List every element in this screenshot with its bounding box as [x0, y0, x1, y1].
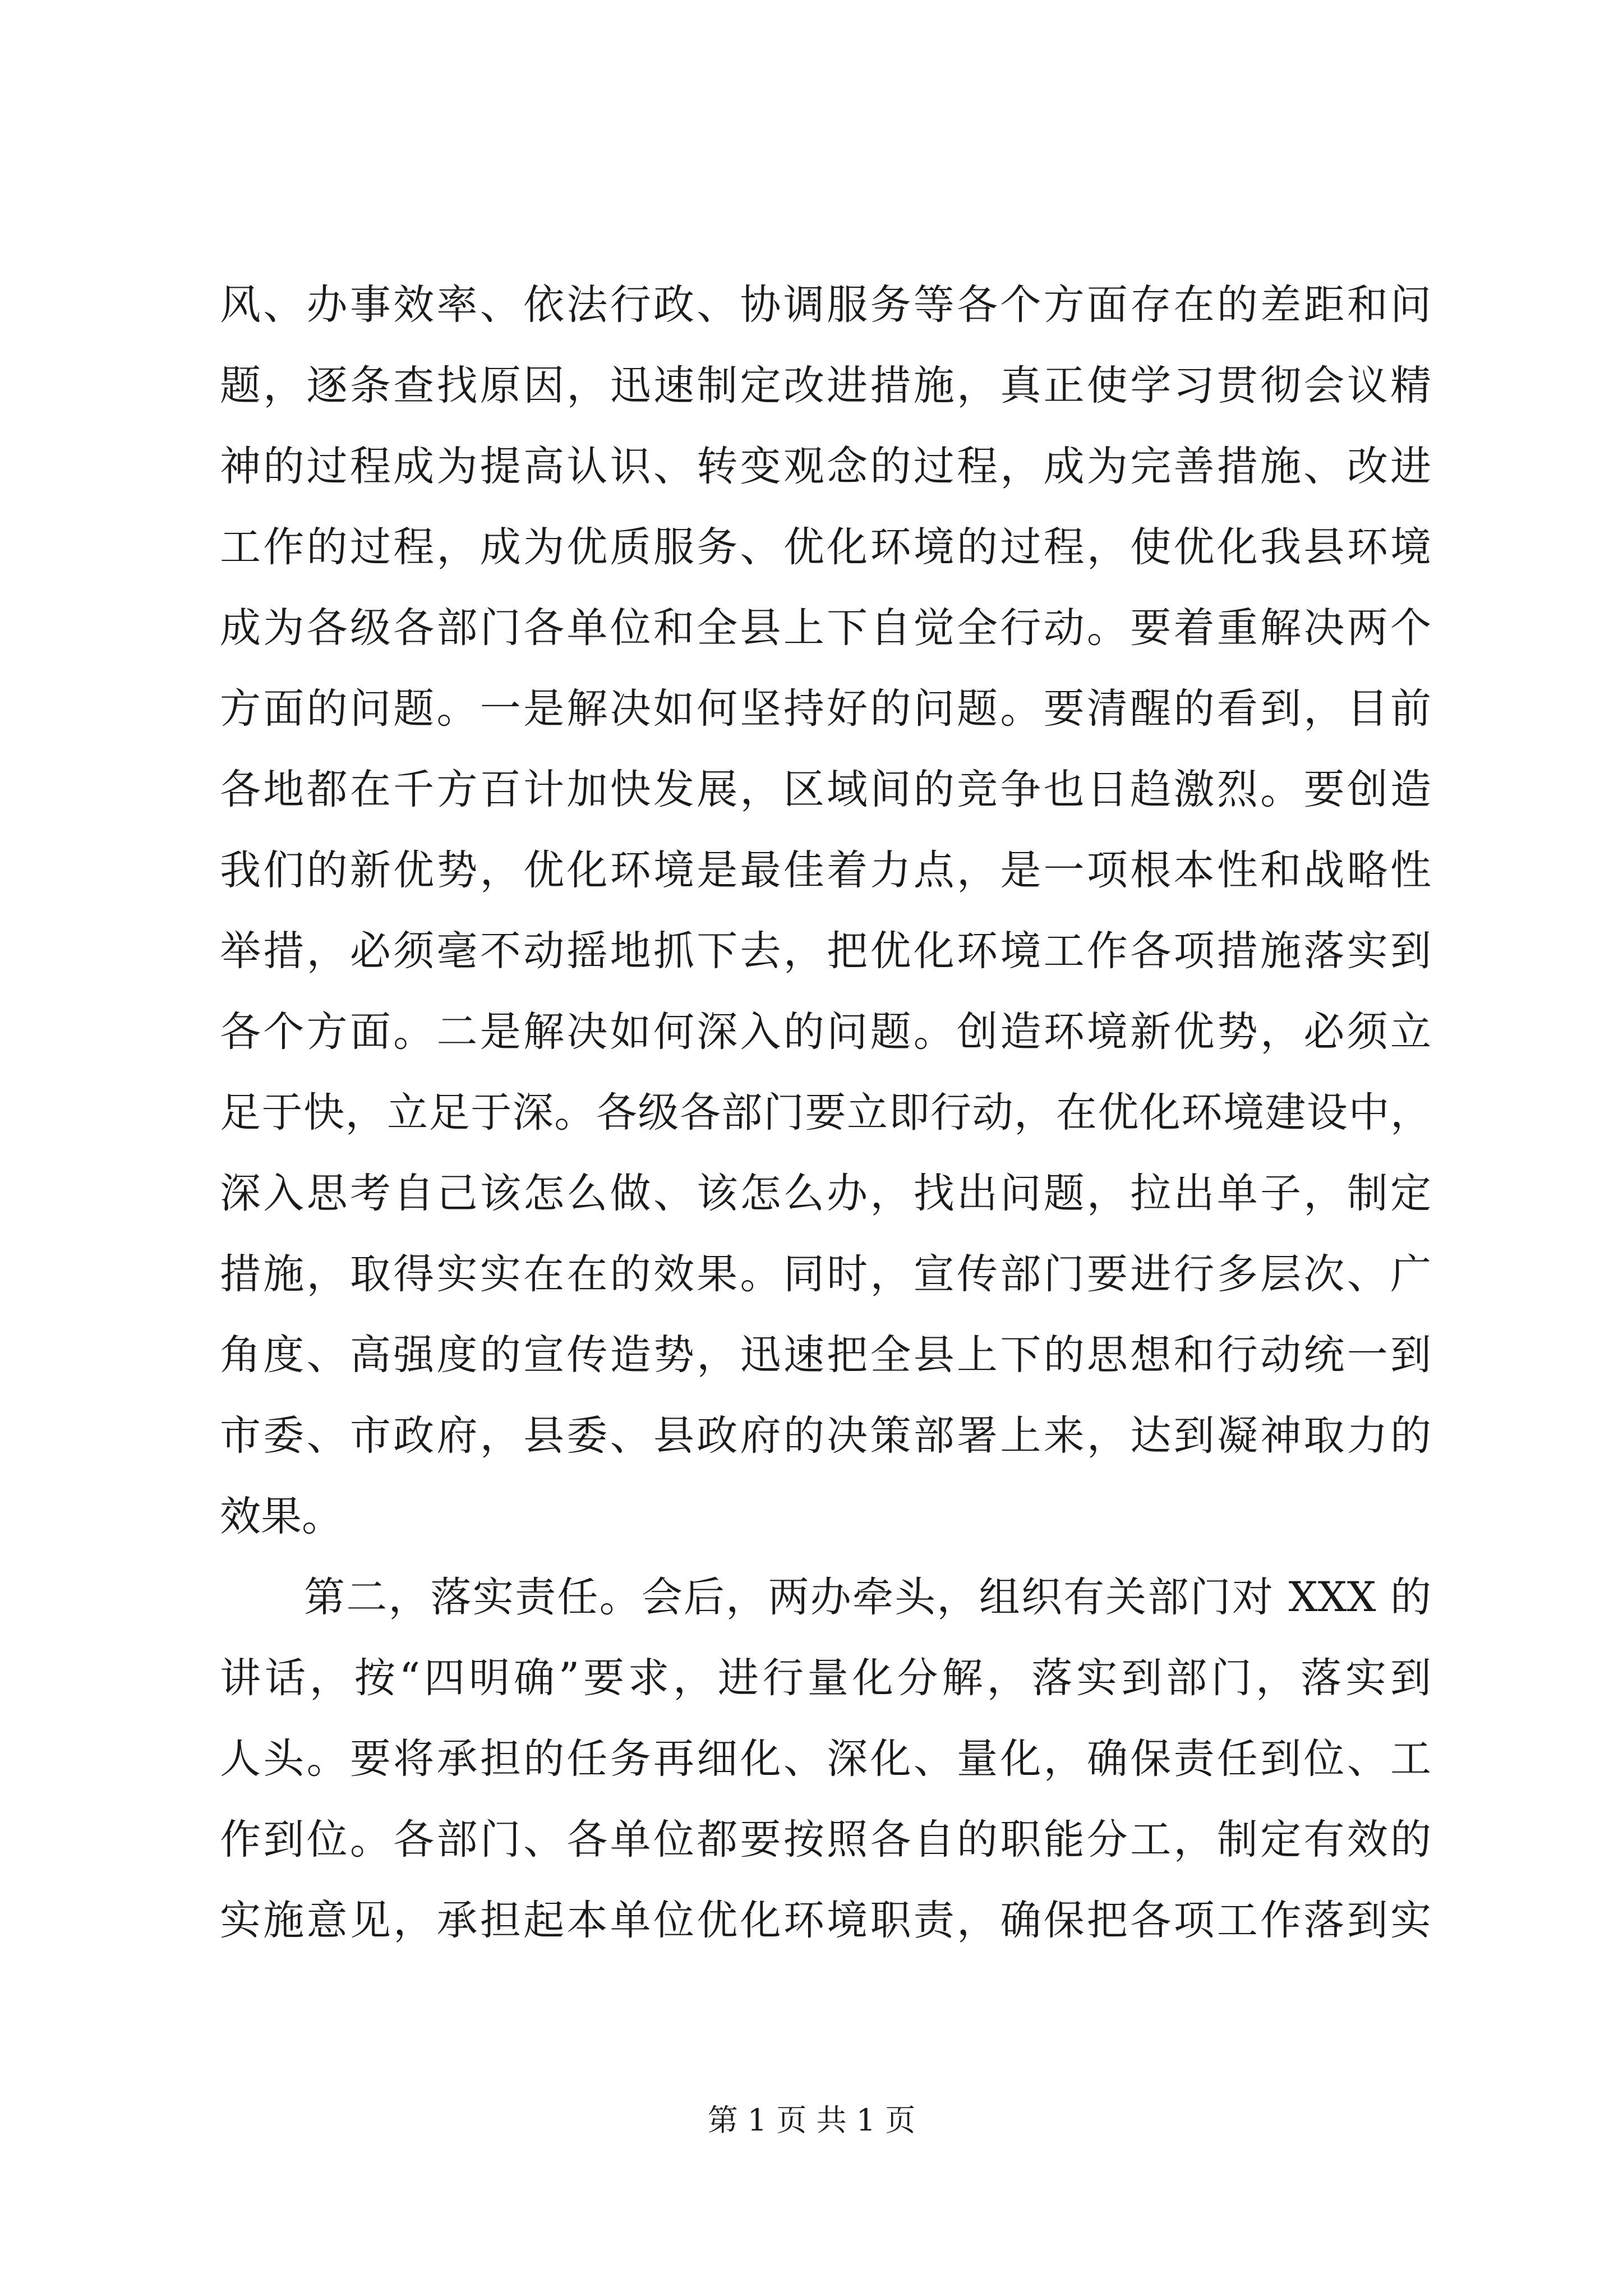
text-line: 实施意见，承担起本单位优化环境职责，确保把各项工作落到实 [220, 1897, 1431, 1944]
page-number: 第 1 页 共 1 页 [707, 2102, 916, 2138]
text-line: 讲话，按“四明确”要求，进行量化分解，落实到部门，落实到 [220, 1654, 1431, 1702]
paragraph-start-line: 第二，落实责任。会后，两办牵头，组织有关部门对 XXX 的 [304, 1573, 1431, 1621]
text-line: 市委、市政府，县委、县政府的决策部署上来，达到凝神取力的 [220, 1412, 1431, 1460]
text-line: 我们的新优势，优化环境是最佳着力点，是一项根本性和战略性 [220, 846, 1431, 894]
text-line: 方面的问题。一是解决如何坚持好的问题。要清醒的看到，目前 [220, 685, 1431, 733]
page-footer [0, 2101, 1623, 2140]
text-line: 深入思考自己该怎么做、该怎么办，找出问题，拉出单子，制定 [220, 1170, 1431, 1217]
text-line: 各个方面。二是解决如何深入的问题。创造环境新优势，必须立 [220, 1008, 1431, 1056]
text-line: 作到位。各部门、各单位都要按照各自的职能分工，制定有效的 [220, 1816, 1431, 1864]
text-line: 题，逐条查找原因，迅速制定改进措施，真正使学习贯彻会议精 [220, 362, 1431, 409]
text-line: 举措，必须毫不动摇地抓下去，把优化环境工作各项措施落实到 [220, 927, 1431, 975]
text-line: 成为各级各部门各单位和全县上下自觉全行动。要着重解决两个 [220, 604, 1431, 652]
text-line: 措施，取得实实在在的效果。同时，宣传部门要进行多层次、广 [220, 1250, 1431, 1298]
text-line: 各地都在千方百计加快发展，区域间的竞争也日趋激烈。要创造 [220, 766, 1431, 813]
text-line: 人头。要将承担的任务再细化、深化、量化，确保责任到位、工 [220, 1735, 1431, 1783]
text-line: 足于快，立足于深。各级各部门要立即行动，在优化环境建设中， [220, 1089, 1431, 1137]
text-line: 工作的过程，成为优质服务、优化环境的过程，使优化我县环境 [220, 523, 1431, 571]
text-line: 神的过程成为提高认识、转变观念的过程，成为完善措施、改进 [220, 443, 1431, 490]
text-line: 风、办事效率、依法行政、协调服务等各个方面存在的差距和问 [220, 281, 1431, 329]
text-line: 角度、高强度的宣传造势，迅速把全县上下的思想和行动统一到 [220, 1331, 1431, 1379]
body-text [220, 265, 1431, 1961]
paragraph-end-line: 效果。 [220, 1493, 343, 1540]
